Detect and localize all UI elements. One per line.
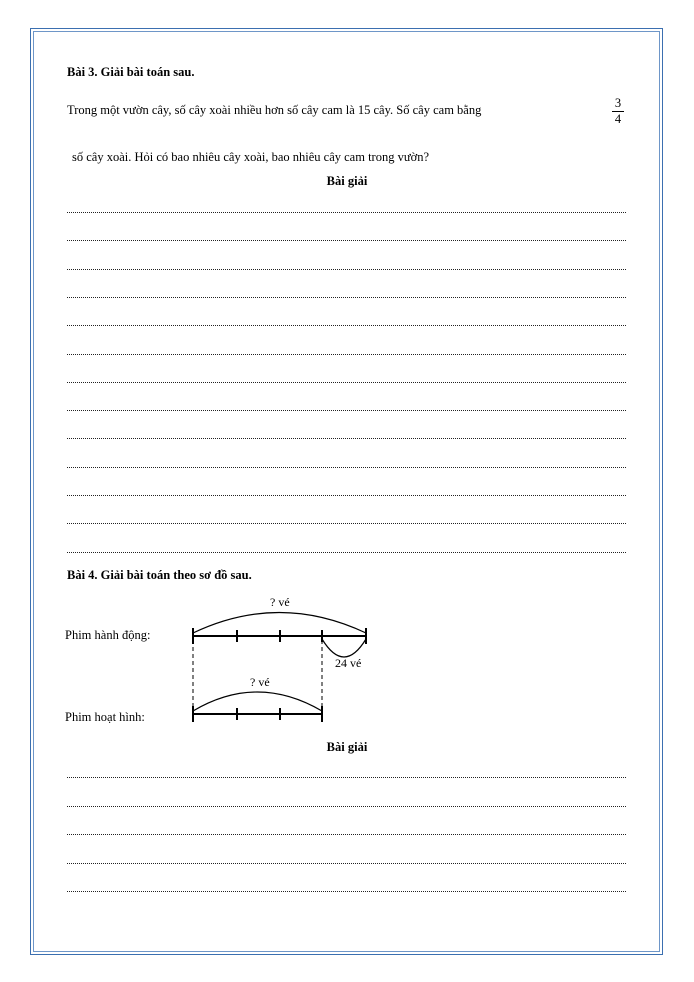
- difference-label: 24 vé: [335, 656, 362, 670]
- problem3-text-line2: số cây xoài. Hỏi có bao nhiêu cây xoài, bao nhiêu cây cam trong vườn?: [72, 150, 430, 164]
- answer-line[interactable]: [67, 806, 626, 807]
- problem3-solution-heading: Bài giải: [326, 174, 368, 188]
- problem4-solution-heading: Bài giải: [326, 740, 368, 754]
- animation-total-label: ? vé: [250, 675, 270, 689]
- answer-line[interactable]: [67, 834, 626, 835]
- action-total-brace: [193, 613, 366, 634]
- fraction-numerator: 3: [614, 96, 622, 110]
- answer-line[interactable]: [67, 863, 626, 864]
- fraction-denominator: 4: [614, 112, 622, 126]
- animation-total-brace: [193, 692, 322, 711]
- answer-line[interactable]: [67, 891, 626, 892]
- action-total-label: ? vé: [270, 595, 290, 609]
- problem4-title: Bài 4. Giải bài toán theo sơ đồ sau.: [67, 568, 252, 582]
- problem3-text-line1: Trong một vườn cây, số cây xoài nhiều hơn số cây cam là 15 cây. Số cây cam bằng: [67, 103, 482, 117]
- action-movie-label: Phim hành động:: [65, 628, 151, 642]
- answer-line[interactable]: [67, 777, 626, 778]
- animation-movie-label: Phim hoạt hình:: [65, 710, 145, 724]
- problem3-title: Bài 3. Giải bài toán sau.: [67, 65, 195, 79]
- difference-brace: [322, 639, 366, 657]
